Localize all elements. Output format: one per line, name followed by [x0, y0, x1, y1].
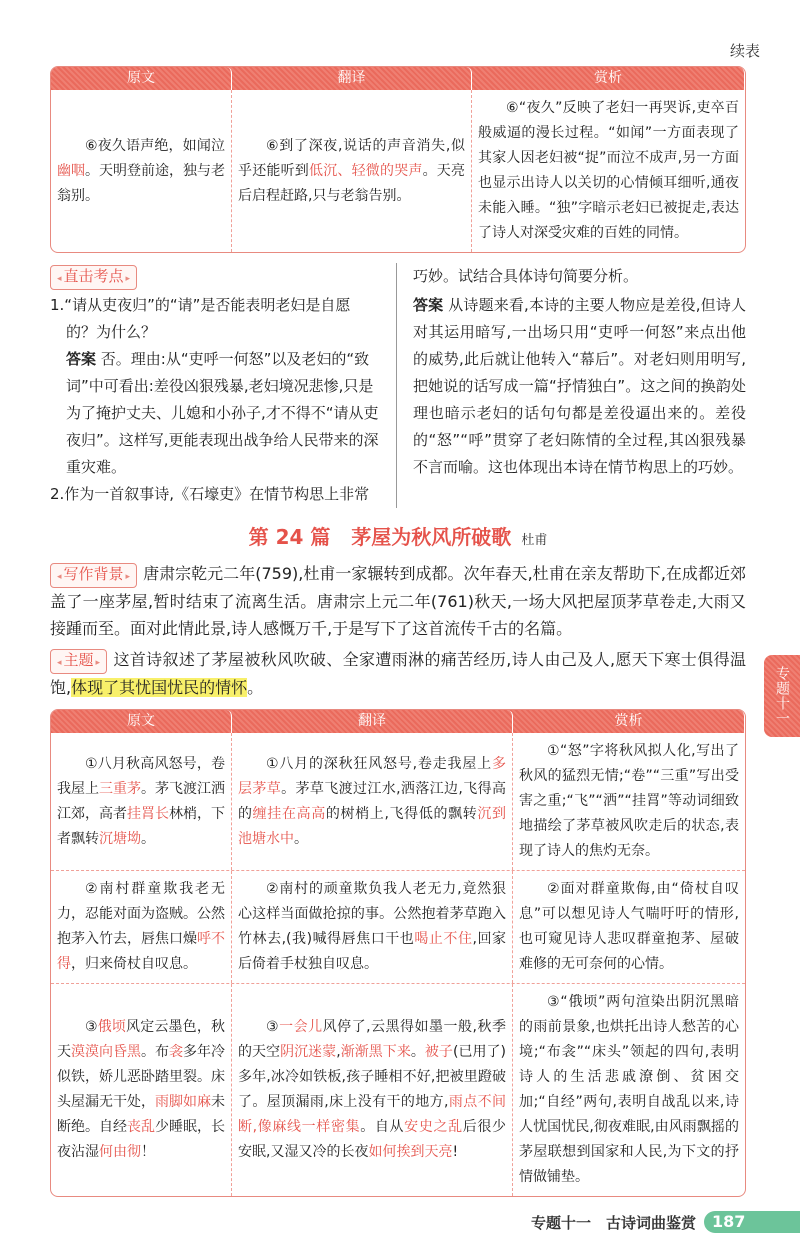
column-header: 原文	[51, 710, 232, 733]
text-segment: ，归来倚杖自叹息。	[71, 956, 197, 972]
background-text: 唐肃宗乾元二年(759),杜甫一家辗转到成都。次年春天,杜甫在亲友帮助下,在成都近郊盖了一座茅屋,暂时结束了流离生活。唐肃宗上元二年(761)秋天,一场大风把屋顶茅草卷走,大雨又接踵而至。面对此情此景,诗人感慨万千,于是写下了这首流传千古的名篇。	[50, 564, 746, 638]
table-row	[51, 983, 745, 1196]
answer-1-text: 否。理由:从“吏呼一何怒”以及老妇的“致词”中可看出:差役凶狠残暴,老妇境况悲惨,只是为了掩护丈夫、儿媳和小孙子,才不得不“请从吏夜归”。这样写,更能表现出战争给人民带来的深重灾难。	[66, 350, 379, 476]
text-segment: ⑥到了深夜,说话的声音消失,似乎还能听到	[238, 137, 465, 179]
emphasized-text: 雨脚如麻	[155, 1094, 211, 1110]
emphasized-text: 雨点不间断,像麻线一样密集	[238, 1094, 506, 1135]
emphasized-text: 一会儿	[279, 1019, 323, 1035]
translation-cell	[232, 871, 513, 983]
text-segment: 后很少安眠,又湿又冷的长夜	[238, 1119, 507, 1160]
theme-highlight: 体现了其忧国忧民的情怀	[71, 678, 248, 697]
exam-right-column	[405, 263, 746, 508]
translation-cell	[232, 733, 513, 870]
analysis-cell	[513, 871, 745, 983]
column-header: 翻译	[232, 710, 513, 733]
text-segment: !	[452, 1144, 459, 1160]
translation-cell	[232, 984, 513, 1196]
text-segment: 。茅草飞渡过江水,洒落江边,飞得高的	[238, 780, 506, 822]
background-tag: ◂ 写作背景 ▸	[50, 563, 137, 588]
emphasized-text: 低沉、轻微的哭声	[309, 162, 423, 179]
analysis-cell	[513, 733, 745, 870]
poem-title	[50, 522, 746, 556]
poem-author: 杜甫	[521, 533, 548, 548]
emphasized-text: 俄顷	[97, 1019, 127, 1035]
page-number: 187	[704, 1211, 800, 1233]
text-segment: 。自从	[360, 1119, 405, 1135]
emphasized-text: 沉塘坳	[99, 830, 141, 847]
table-row	[51, 90, 745, 252]
theme-end: 。	[247, 678, 264, 697]
table-row	[51, 870, 745, 983]
text-segment: ③“俄顷”两句渲染出阴沉黑暗的雨前景象,也烘托出诗人愁苦的心境;“布衾”“床头”领起的四句,表明诗人的生活悲戚潦倒、贫困交加;“自经”两句,表明自战乱以来,诗人忧国忧民,彻夜难眠,由风雨飘摇的茅屋联想到国家和人民,为下文的抒情做铺垫。	[519, 994, 739, 1185]
text-segment: ,	[336, 1044, 341, 1060]
text-segment: ②南村群童欺我老无力，忍能对面为盗贼。公然抱茅入竹去，唇焦口燥	[57, 881, 225, 947]
analysis-cell	[472, 90, 745, 252]
original-text-cell	[51, 733, 232, 870]
text-segment: 的树梢上,飞得低的飘转	[325, 805, 478, 822]
text-segment: 风停了,云黑得如墨一般,秋季的天空	[238, 1019, 507, 1060]
translation-cell	[232, 90, 472, 252]
emphasized-text: 阴沉迷蒙	[280, 1044, 337, 1060]
emphasized-text: 衾	[169, 1044, 183, 1060]
theme-tag: ◂ 主题 ▸	[50, 649, 107, 674]
emphasized-text: 渐渐黑下来	[340, 1044, 411, 1060]
emphasized-text: 缠挂在高高	[252, 805, 326, 822]
emphasized-text: 挂罥长	[127, 805, 169, 822]
original-text-cell	[51, 984, 232, 1196]
text-segment: 。天亮后启程赶路,只与老翁告别。	[238, 162, 466, 204]
answer-label: 答案	[413, 296, 444, 314]
emphasized-text: 如何挨到天亮	[368, 1144, 453, 1160]
emphasized-text: 沉到池塘水中	[238, 805, 507, 847]
text-segment: 。茅飞渡江洒江郊，高者	[57, 780, 225, 822]
text-segment: ①八月的深秋狂风怒号,卷走我屋上	[266, 755, 492, 772]
text-segment: 。	[294, 830, 308, 847]
question-1: 1.“请从吏夜归”的“请”是否能表明老妇是自愿的？为什么？	[50, 296, 351, 341]
text-segment: 风定云墨色，秋天	[57, 1019, 226, 1060]
emphasized-text: 幽咽	[57, 162, 85, 179]
text-segment: ,回家后倚着手杖独自叹息。	[238, 931, 507, 972]
text-segment: ③	[266, 1019, 280, 1035]
analysis-cell	[513, 984, 745, 1196]
text-segment: 。天明登前途，独与老翁别。	[57, 162, 225, 204]
text-segment: ⑥“夜久”反映了老妇一再哭诉,吏卒百般威逼的漫长过程。“如闻”一方面表现了其家人因老妇被“捉”而泣不成声,另一方面也显示出诗人以关切的心情倾耳细听,通夜未能入睡。“独”字暗示老妇已被捉走,表达了诗人对深受灾难的百姓的同情。	[478, 100, 739, 241]
poem-number: 第 24 篇	[248, 525, 331, 549]
theme-text: 这首诗叙述了茅屋被秋风吹破、全家遭雨淋的痛苦经历,诗人由己及人,愿天下寒士俱得温饱,	[50, 650, 746, 697]
text-segment: 未断绝。自经	[57, 1094, 225, 1135]
emphasized-text: 三重茅	[99, 780, 141, 797]
text-segment: 。	[141, 830, 155, 847]
exam-section	[50, 263, 746, 508]
answer-1	[50, 346, 380, 481]
emphasized-text: 丧乱	[127, 1119, 155, 1135]
continued-label: 续表	[729, 42, 760, 60]
answer-2	[413, 292, 746, 481]
emphasized-text: 安史之乱	[404, 1119, 463, 1135]
original-text-cell	[51, 871, 232, 983]
question-2-part2: 巧妙。试结合具体诗句简要分析。	[413, 267, 639, 285]
column-header: 赏析	[472, 67, 745, 90]
emphasized-text: 漠漠向昏黑	[71, 1044, 141, 1060]
emphasized-text: 喝止不住	[414, 931, 473, 947]
answer-label: 答案	[66, 350, 97, 368]
text-segment: 。布	[141, 1044, 169, 1060]
theme-section	[50, 646, 746, 701]
column-header: 赏析	[513, 710, 745, 733]
table-header	[51, 710, 745, 733]
text-segment: ②南村的顽童欺负我人老无力,竟然狠心这样当面做抢掠的事。公然抱着茅草跑入竹林去,(我)喊得唇焦口干也	[238, 881, 506, 947]
text-segment: ⑥夜久语声绝，如闻泣	[85, 137, 225, 154]
exam-tag: ◂ 直击考点 ▸	[50, 265, 137, 290]
emphasized-text: 何由彻	[99, 1144, 141, 1160]
exam-left-column	[50, 263, 388, 508]
table-header	[51, 67, 745, 90]
answer-2-text: 从诗题来看,本诗的主要人物应是差役,但诗人对其运用暗写,一出场只用“吏呼一何怒”来点出他的威势,此后就让他转入“幕后”。对老妇则用明写,把她说的话写成一篇“抒情独白”。这之间的换韵处理也暗示老妇的话句句都是差役逼出来的。差役的“怒”“呼”贯穿了老妇陈情的全过程,其凶狠残暴不言而喻。这也体现出本诗在情节构思上的巧妙。	[413, 296, 746, 476]
text-segment: 少睡眠，长夜沾湿	[57, 1119, 225, 1160]
poem-table-2	[50, 709, 746, 1197]
text-segment: ②面对群童欺侮,由“倚杖自叹息”可以想见诗人气喘吁吁的情形,也可窥见诗人悲叹群童抱茅、屋破难修的无可奈何的心情。	[519, 881, 739, 972]
question-2-part1: 2.作为一首叙事诗,《石壕吏》在情节构思上非常	[50, 485, 370, 503]
original-text-cell	[51, 90, 232, 252]
text-segment: 林梢，下者飘转	[57, 805, 225, 847]
background-section	[50, 560, 746, 642]
footer	[50, 1211, 800, 1233]
poem-table-1	[50, 66, 746, 253]
text-segment: ①“怒”字将秋风拟人化,写出了秋风的猛烈无情;“卷”“三重”写出受害之重;“飞”“洒”“挂罥”等动词细致地描绘了茅草被风吹走后的状态,表现了诗人的焦灼无奈。	[519, 743, 739, 859]
text-segment: 多年冷似铁，娇儿恶卧踏里裂。床头屋漏无干处，	[57, 1044, 225, 1110]
column-divider	[396, 263, 397, 508]
emphasized-text: 多层茅草	[238, 755, 506, 797]
chapter-side-tab[interactable]: 专题十一	[764, 655, 800, 737]
text-segment: ！	[141, 1144, 155, 1160]
text-segment: ①八月秋高风怒号，卷我屋上	[57, 755, 225, 797]
table-row	[51, 733, 745, 870]
poem-name: 茅屋为秋风所破歌	[351, 525, 512, 549]
footer-chapter: 专题十一 古诗词曲鉴赏	[530, 1213, 696, 1232]
emphasized-text: 被子	[424, 1044, 453, 1060]
text-segment: (已用了)多年,冰冷如铁板,孩子睡相不好,把被里蹬破了。屋顶漏雨,床上没有干的地方,	[238, 1044, 506, 1110]
column-header: 翻译	[232, 67, 472, 90]
emphasized-text: 呼不得	[57, 931, 225, 972]
text-segment: 。	[410, 1044, 425, 1060]
column-header: 原文	[51, 67, 232, 90]
text-segment: ③	[85, 1019, 98, 1035]
